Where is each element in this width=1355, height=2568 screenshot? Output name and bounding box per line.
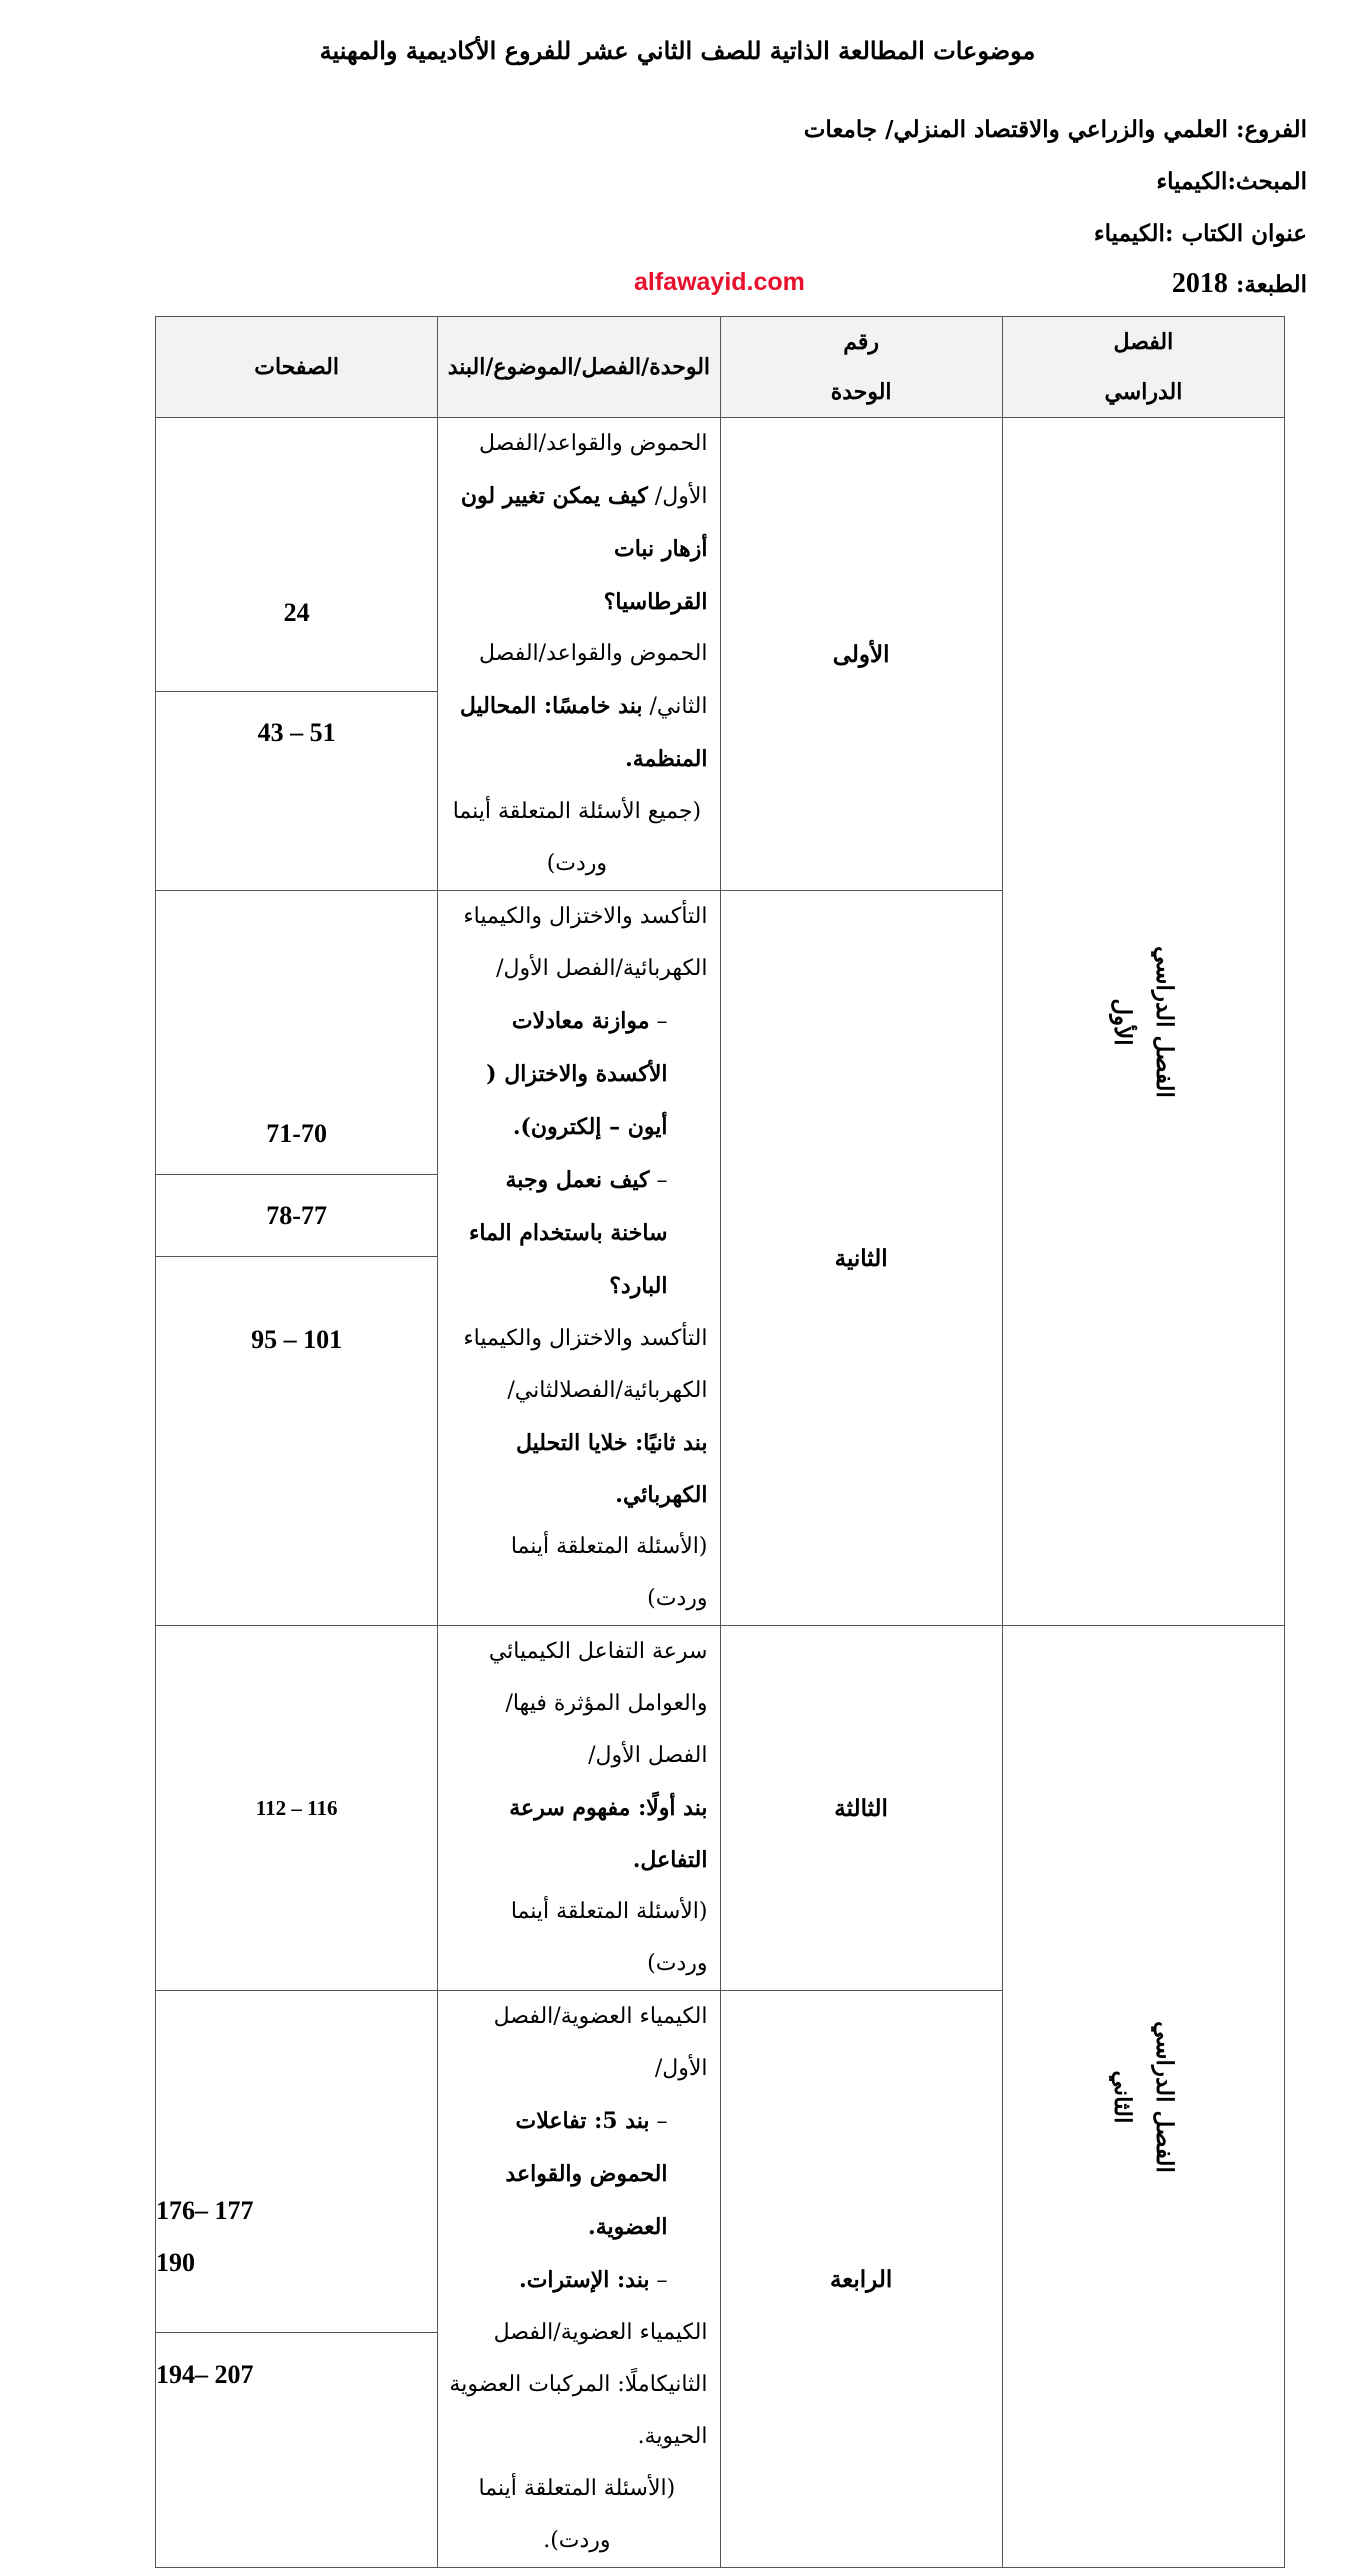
branches-value: العلمي والزراعي والاقتصاد المنزلي/ جامعات [803, 116, 1228, 143]
page-range: 71-70 [156, 1093, 437, 1175]
page-range: 190 [156, 2247, 195, 2277]
topics-table [155, 316, 1285, 2568]
unit-name: الرابعة [720, 1991, 1002, 2568]
subject-value: الكيمياء [1156, 168, 1228, 195]
page-range-group [156, 2142, 437, 2333]
topic-cell: الكيمياء العضوية/الفصل الأول/ – بند 5: تفاعلات الحموض والقواعد العضوية. – بند: الإسترات. الكيمياء العضوية/الفصل الثانيكاملًا: المركبات العضوية الحيوية. (الأسئلة المتعلقة أينما وردت). [438, 1991, 720, 2568]
topic-cell: الحموض والقواعد/الفصل الأول/ كيف يمكن تغيير لون أزهار نبات القرطاسيا؟ الحموض والقواعد/الفصل الثاني/ بند خامسًا: المحاليل المنظمة. (جميع الأسئلة المتعلقة أينما وردت) [438, 418, 720, 891]
edition-line [1172, 268, 1307, 300]
page-range: 177 –176 [156, 2195, 254, 2225]
header-unit-number: رقم الوحدة [720, 317, 1002, 418]
unit-name: الثالثة [720, 1626, 1002, 1991]
edition-value: 2018 [1171, 268, 1228, 299]
page-range: 24 [156, 535, 437, 692]
semester-label: الفصل الدراسي الأول [1109, 945, 1179, 1098]
header-pages: الصفحات [156, 317, 438, 418]
table-row [156, 418, 1285, 891]
pages-cell [156, 891, 438, 1626]
subject-label: المبحث: [1227, 168, 1307, 195]
book-label: عنوان الكتاب : [1164, 220, 1307, 247]
unit-name: الأولى [720, 418, 1002, 891]
branches-label: الفروع: [1235, 116, 1307, 143]
semester-label: الفصل الدراسي الثاني [1109, 2020, 1179, 2173]
table-header-row [156, 317, 1285, 418]
header-topic: الوحدة/الفصل/الموضوع/البند [438, 317, 720, 418]
book-line [1094, 220, 1307, 247]
book-value: الكيمياء [1093, 220, 1165, 247]
topic-cell: التأكسد والاختزال والكيمياء الكهربائية/الفصل الأول/ – موازنة معادلات الأكسدة والاختزال ( أيون – إلكترون). – كيف نعمل وجبة ساخنة باستخدام الماء البارد؟ التأكسد والاختزال والكيمياء الكهربائية/الفصلالثاني/ بند ثانيًا: خلايا التحليل الكهربائي. (الأسئلة المتعلقة أينما وردت) [438, 891, 720, 1626]
page-range: 51 – 43 [257, 717, 336, 747]
header-semester: الفصل الدراسي [1002, 317, 1284, 418]
page-title: موضوعات المطالعة الذاتية للصف الثاني عشر للفروع الأكاديمية والمهنية [319, 36, 1036, 65]
watermark-site: alfawayid.com [634, 268, 805, 296]
semester-cell-1 [1002, 418, 1284, 1626]
pages-cell [156, 1991, 438, 2568]
subject-line [1156, 168, 1307, 195]
page-range: 101 – 95 [251, 1325, 343, 1354]
edition-label: الطبعة: [1235, 271, 1307, 298]
pages-cell [156, 418, 438, 891]
unit-name: الثانية [720, 891, 1002, 1626]
page-range: 78-77 [156, 1175, 437, 1257]
topic-cell: سرعة التفاعل الكيميائي والعوامل المؤثرة فيها/الفصل الأول/ بند أولًا: مفهوم سرعة التفاعل. (الأسئلة المتعلقة أينما وردت) [438, 1626, 720, 1991]
branches-line [804, 116, 1307, 143]
table-row [156, 1626, 1285, 1991]
pages-cell [156, 1626, 438, 1991]
semester-cell-2 [1002, 1626, 1284, 2568]
page-range: 116 – 112 [255, 1795, 338, 1820]
page-range: 207 –194 [156, 2359, 254, 2389]
